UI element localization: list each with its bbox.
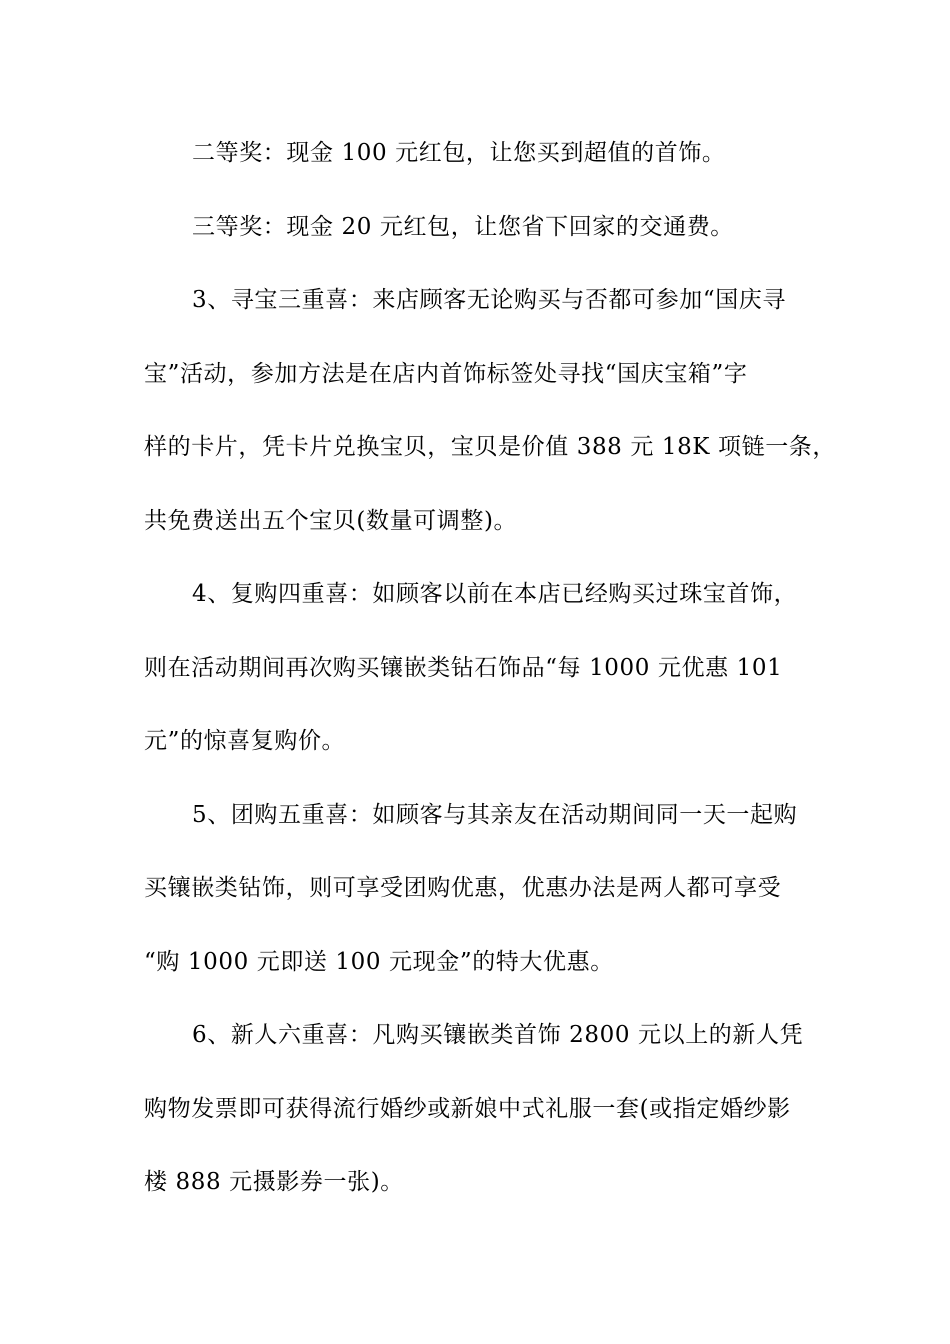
paragraph-line: 宝”活动，参加方法是在店内首饰标签处寻找“国庆宝箱”字 [144, 360, 748, 387]
paragraph-line: “购 1000 元即送 100 元现金”的特大优惠。 [144, 948, 614, 975]
paragraph-line: 三等奖：现金 20 元红包，让您省下回家的交通费。 [192, 213, 734, 240]
paragraph-line: 5、团购五重喜：如顾客与其亲友在活动期间同一天一起购 [192, 801, 798, 828]
paragraph-line: 二等奖：现金 100 元红包，让您买到超值的首饰。 [192, 140, 726, 166]
document-body [144, 128, 836, 1231]
paragraph-line: 样的卡片，凭卡片兑换宝贝，宝贝是价值 388 元 18K 项链一条， [144, 434, 836, 460]
paragraph-line: 6、新人六重喜：凡购买镶嵌类首饰 2800 元以上的新人凭 [192, 1022, 804, 1048]
paragraph-line: 则在活动期间再次购买镶嵌类钻石饰品“每 1000 元优惠 101 [144, 654, 783, 681]
paragraph-line: 购物发票即可获得流行婚纱或新娘中式礼服一套(或指定婚纱影 [144, 1095, 791, 1122]
paragraph-line: 3、寻宝三重喜：来店顾客无论购买与否都可参加“国庆寻 [192, 287, 786, 313]
paragraph-line: 共免费送出五个宝贝(数量可调整)。 [144, 507, 518, 534]
paragraph-line: 4、复购四重喜：如顾客以前在本店已经购买过珠宝首饰， [192, 581, 798, 607]
paragraph-line: 元”的惊喜复购价。 [144, 728, 346, 754]
paragraph-line: 楼 888 元摄影券一张)。 [144, 1169, 404, 1195]
paragraph-line: 买镶嵌类钻饰，则可享受团购优惠，优惠办法是两人都可享受 [144, 875, 782, 901]
